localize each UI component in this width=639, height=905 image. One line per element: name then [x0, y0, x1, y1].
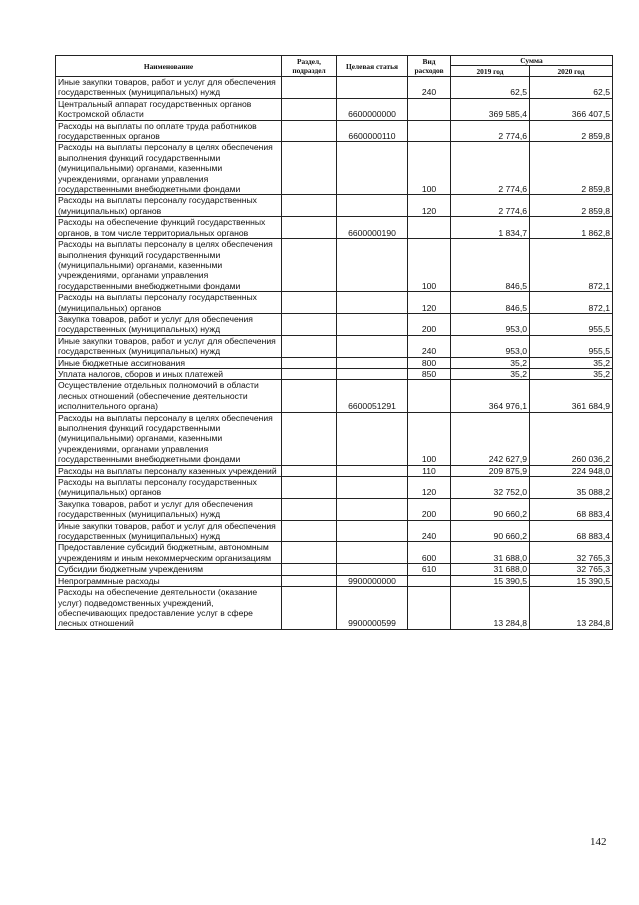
row-section — [282, 239, 337, 292]
row-kind: 240 — [408, 520, 451, 542]
row-target: 6600000000 — [337, 98, 408, 120]
row-sum-2020: 35 088,2 — [530, 477, 613, 499]
row-kind — [408, 217, 451, 239]
row-name: Расходы на выплаты персоналу казенных учреждений — [56, 465, 282, 476]
row-sum-2019: 953,0 — [451, 313, 530, 335]
row-kind: 110 — [408, 465, 451, 476]
table-row — [56, 357, 613, 368]
row-sum-2020: 13 284,8 — [530, 587, 613, 630]
row-sum-2020: 260 036,2 — [530, 412, 613, 465]
table-row — [56, 195, 613, 217]
row-sum-2020: 872,1 — [530, 239, 613, 292]
row-name: Центральный аппарат государственных органов Костромской области — [56, 98, 282, 120]
row-section — [282, 465, 337, 476]
table-row — [56, 142, 613, 195]
row-target — [337, 465, 408, 476]
table-row — [56, 477, 613, 499]
row-sum-2020: 361 684,9 — [530, 380, 613, 412]
row-sum-2019: 242 627,9 — [451, 412, 530, 465]
budget-table — [55, 55, 613, 630]
row-name: Непрограммные расходы — [56, 575, 282, 586]
row-section — [282, 542, 337, 564]
row-kind: 120 — [408, 477, 451, 499]
row-kind — [408, 575, 451, 586]
row-name: Расходы на выплаты персоналу государственных (муниципальных) органов — [56, 195, 282, 217]
row-sum-2020: 32 765,3 — [530, 542, 613, 564]
page-number: 142 — [590, 836, 607, 848]
row-kind: 200 — [408, 313, 451, 335]
row-target — [337, 368, 408, 379]
row-target: 9900000599 — [337, 587, 408, 630]
row-name: Предоставление субсидий бюджетным, автономным учреждениям и иным некоммерческим организациям — [56, 542, 282, 564]
row-section — [282, 498, 337, 520]
row-section — [282, 380, 337, 412]
row-target — [337, 292, 408, 314]
row-section — [282, 587, 337, 630]
row-sum-2019: 209 875,9 — [451, 465, 530, 476]
table-row — [56, 575, 613, 586]
row-name: Закупка товаров, работ и услуг для обеспечения государственных (муниципальных) нужд — [56, 313, 282, 335]
table-row — [56, 542, 613, 564]
row-sum-2020: 62,5 — [530, 77, 613, 99]
row-section — [282, 120, 337, 142]
row-target — [337, 195, 408, 217]
table-row — [56, 564, 613, 575]
row-section — [282, 412, 337, 465]
row-target: 6600000190 — [337, 217, 408, 239]
row-target — [337, 564, 408, 575]
table-row — [56, 292, 613, 314]
row-name: Расходы на обеспечение функций государственных органов, в том числе территориальных органов — [56, 217, 282, 239]
row-section — [282, 575, 337, 586]
table-row — [56, 465, 613, 476]
row-kind: 850 — [408, 368, 451, 379]
row-name: Уплата налогов, сборов и иных платежей — [56, 368, 282, 379]
row-kind — [408, 380, 451, 412]
table-row — [56, 412, 613, 465]
row-sum-2020: 2 859,8 — [530, 120, 613, 142]
row-sum-2019: 35,2 — [451, 368, 530, 379]
header-sum: Сумма — [451, 56, 613, 66]
row-kind: 800 — [408, 357, 451, 368]
row-sum-2020: 1 862,8 — [530, 217, 613, 239]
row-kind: 120 — [408, 292, 451, 314]
row-kind — [408, 587, 451, 630]
row-target — [337, 498, 408, 520]
row-name: Расходы на выплаты персоналу в целях обеспечения выполнения функций государственными (муниципальными) органами, казенными учреждениями, органами управления государственными внебюджетными фондами — [56, 239, 282, 292]
row-target — [337, 313, 408, 335]
row-section — [282, 195, 337, 217]
table-row — [56, 335, 613, 357]
row-target — [337, 142, 408, 195]
row-sum-2019: 369 585,4 — [451, 98, 530, 120]
header-section: Раздел, подраздел — [282, 56, 337, 77]
row-section — [282, 98, 337, 120]
row-kind — [408, 120, 451, 142]
row-sum-2019: 32 752,0 — [451, 477, 530, 499]
row-name: Расходы на выплаты персоналу в целях обеспечения выполнения функций государственными (муниципальными) органами, казенными учреждениями, органами управления государственными внебюджетными фондами — [56, 142, 282, 195]
row-name: Иные закупки товаров, работ и услуг для обеспечения государственных (муниципальных) нужд — [56, 77, 282, 99]
table-row — [56, 587, 613, 630]
row-sum-2019: 62,5 — [451, 77, 530, 99]
row-sum-2020: 2 859,8 — [530, 142, 613, 195]
row-section — [282, 368, 337, 379]
table-row — [56, 239, 613, 292]
row-kind: 120 — [408, 195, 451, 217]
row-sum-2019: 2 774,6 — [451, 120, 530, 142]
row-sum-2019: 31 688,0 — [451, 564, 530, 575]
table-row — [56, 520, 613, 542]
row-name: Субсидии бюджетным учреждениям — [56, 564, 282, 575]
row-sum-2019: 953,0 — [451, 335, 530, 357]
row-sum-2019: 364 976,1 — [451, 380, 530, 412]
row-sum-2020: 2 859,8 — [530, 195, 613, 217]
row-sum-2019: 13 284,8 — [451, 587, 530, 630]
row-sum-2019: 2 774,6 — [451, 142, 530, 195]
row-section — [282, 142, 337, 195]
row-section — [282, 477, 337, 499]
table-row — [56, 498, 613, 520]
table-header — [56, 56, 613, 77]
row-target: 9900000000 — [337, 575, 408, 586]
row-sum-2020: 366 407,5 — [530, 98, 613, 120]
row-sum-2019: 15 390,5 — [451, 575, 530, 586]
row-sum-2020: 955,5 — [530, 335, 613, 357]
row-target — [337, 477, 408, 499]
row-name: Иные закупки товаров, работ и услуг для обеспечения государственных (муниципальных) нужд — [56, 520, 282, 542]
row-target — [337, 542, 408, 564]
row-kind: 240 — [408, 77, 451, 99]
row-section — [282, 520, 337, 542]
row-target: 6600051291 — [337, 380, 408, 412]
row-target — [337, 239, 408, 292]
row-sum-2019: 31 688,0 — [451, 542, 530, 564]
table-row — [56, 368, 613, 379]
table-row — [56, 77, 613, 99]
row-sum-2020: 35,2 — [530, 357, 613, 368]
row-kind: 610 — [408, 564, 451, 575]
table-row — [56, 380, 613, 412]
row-sum-2019: 1 834,7 — [451, 217, 530, 239]
row-sum-2020: 872,1 — [530, 292, 613, 314]
row-sum-2020: 224 948,0 — [530, 465, 613, 476]
row-name: Иные закупки товаров, работ и услуг для обеспечения государственных (муниципальных) нужд — [56, 335, 282, 357]
table-row — [56, 98, 613, 120]
table-row — [56, 217, 613, 239]
header-name: Наименование — [56, 56, 282, 77]
row-sum-2019: 35,2 — [451, 357, 530, 368]
row-name: Расходы на выплаты персоналу государственных (муниципальных) органов — [56, 292, 282, 314]
row-name: Расходы на выплаты персоналу в целях обеспечения выполнения функций государственными (муниципальными) органами, казенными учреждениями, органами управления государственными внебюджетными фондами — [56, 412, 282, 465]
row-sum-2020: 68 883,4 — [530, 498, 613, 520]
row-section — [282, 313, 337, 335]
table-row — [56, 120, 613, 142]
row-target — [337, 520, 408, 542]
row-name: Закупка товаров, работ и услуг для обеспечения государственных (муниципальных) нужд — [56, 498, 282, 520]
row-target: 6600000110 — [337, 120, 408, 142]
row-target — [337, 412, 408, 465]
row-section — [282, 217, 337, 239]
row-sum-2019: 846,5 — [451, 292, 530, 314]
row-sum-2019: 90 660,2 — [451, 498, 530, 520]
row-kind: 240 — [408, 335, 451, 357]
row-sum-2020: 955,5 — [530, 313, 613, 335]
row-name: Иные бюджетные ассигнования — [56, 357, 282, 368]
header-year-2019: 2019 год — [451, 66, 530, 77]
header-target: Целевая статья — [337, 56, 408, 77]
row-target — [337, 77, 408, 99]
row-section — [282, 357, 337, 368]
row-section — [282, 77, 337, 99]
row-section — [282, 335, 337, 357]
row-target — [337, 335, 408, 357]
row-name: Расходы на выплаты по оплате труда работников государственных органов — [56, 120, 282, 142]
row-kind: 200 — [408, 498, 451, 520]
table-body — [56, 77, 613, 630]
header-kind: Вид расходов — [408, 56, 451, 77]
row-sum-2019: 2 774,6 — [451, 195, 530, 217]
row-sum-2020: 15 390,5 — [530, 575, 613, 586]
row-section — [282, 292, 337, 314]
row-sum-2019: 846,5 — [451, 239, 530, 292]
row-sum-2019: 90 660,2 — [451, 520, 530, 542]
row-target — [337, 357, 408, 368]
table-row — [56, 313, 613, 335]
row-section — [282, 564, 337, 575]
row-kind — [408, 98, 451, 120]
row-kind: 100 — [408, 239, 451, 292]
header-year-2020: 2020 год — [530, 66, 613, 77]
row-sum-2020: 32 765,3 — [530, 564, 613, 575]
row-kind: 100 — [408, 142, 451, 195]
row-kind: 600 — [408, 542, 451, 564]
row-name: Расходы на обеспечение деятельности (оказание услуг) подведомственных учреждений, обеспечивающих предоставление услуг в сфере лесных отношений — [56, 587, 282, 630]
row-name: Расходы на выплаты персоналу государственных (муниципальных) органов — [56, 477, 282, 499]
row-sum-2020: 68 883,4 — [530, 520, 613, 542]
row-name: Осуществление отдельных полномочий в области лесных отношений (обеспечение деятельности исполнительного органа) — [56, 380, 282, 412]
row-kind: 100 — [408, 412, 451, 465]
row-sum-2020: 35,2 — [530, 368, 613, 379]
